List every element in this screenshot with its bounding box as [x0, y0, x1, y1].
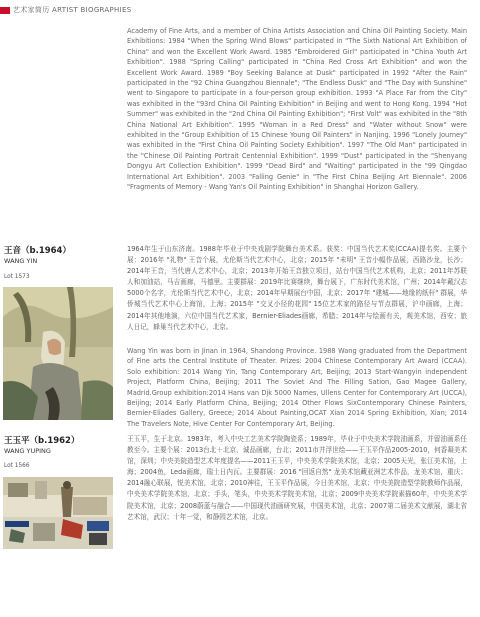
lot-number: Lot 1566 [4, 463, 30, 469]
artist-bio-en: Wang Yin was born in Jinan in 1964, Shandong Province. 1988 Wang graduated from the Department of Fine arts the Central Institute of Theater. Prizes: 2004 Chinese Contemporary Art Award (CCAA). Solo exhibition: 2014 Wang Yin, Tang Contemporary Art, Beijing; 2013 Start-Wangyin independent Project, Platform China, Beijing; 2011 The Soviet And The Filling Sation, Gao Magee Gallery, Madrid.Group exhibition:2014 Hans van Djk 5000 Names, Ullens Center for Contemporary Art (UCCA), Beijing; 2014 Early Platform China, Beijing; 2014 Other Flows SixContemporary Chinese Painters, Bernier-Eliades Gallery, Greece; 2014 About Painting,OCAT Xian 2014 Spring Exhibition, Xian; 2014 The Travelers Note, Hive Center For Contemporary Art, Beijing. [127, 347, 467, 428]
artist-name-cn: 王玉平（b.1962） [4, 436, 80, 446]
artist-name-cn: 王音（b.1964） [4, 246, 71, 256]
artist-name-en: WANG YUPING [4, 447, 51, 455]
lot-number: Lot 1573 [4, 274, 30, 280]
page-header [0, 0, 480, 22]
artist-bio-cn: 王玉平，生于北京。1983年，考入中央工艺美术学院陶瓷系；1989年，毕业于中央美术学院油画系，并留油画系任教至今。主要个展：2013台北＋北京，诚品画廊，台北；2011市井浮世绘——王玉平作品2005-2010，何香凝美术馆，深圳；中央美院造型艺术年度提名——2011王玉平，中央美术学院美术馆，北京；2005天光，张江美术馆，上海；2004鱼，Leda画廊，瑞士日内瓦。主要群展：2016 "回返自然" 龙美术馆藏亚洲艺术作品，龙美术馆，重庆；2014融心联展，悦美术馆，北京；2010神往，王玉平作品展，今日美术馆，北京；中央美院造型学院教师作品展，中央美术学院美术馆，北京；手头，笔头，中央美术学院美术馆，北京；2009中央美术学院素描60年，中央美术学院美术馆，北京；2008蔚蓝与融合——中国现代油画研究展，中国美术馆，北京；2007第二届美术文献展，湖北省艺术馆，武汉；十年一觉，和静园艺术馆，北京。 [127, 435, 467, 521]
continued-biography: Academy of Fine Arts, and a member of China Artists Association and China Oil Painting Society. Main Exhibitions: 1984 "When the Spring Wind Blows" participated in "The Sixth National Art Exhibition of China" and won the Excellent Work Award. 1985 "Embroidered Girl" participated in "China Youth Art Exhibition". 1988 "Spring Calling" participated in "China Red Cross Art Exhibition" and won the Excellent Work Award. 1989 "Boy Seeking Balance at Dusk" participated in 1992 "After the Rain" participated in the "92 China Guangzhou Biennale"; "The Endless Dusk" and "The Day with Sunshine" went to Singapore to participate in a four-person group exhibition. 1993 "A Place Far from the City" was exhibited in the "93rd China Oil Painting Exhibition" in Beijing and went to Hong Kong. 1994 "Hot Summer" was exhibited in the "2nd China Oil Painting Exhibition"; "First Volt" was exhibited in the "8th China National Art Exhibition". 1995 "Woman in a Red Dress" and "Water without Snow" were exhibited in the "Group Exhibition of 15 Chinese Young Oil Painters" in Nanjing. 1996 "Lonely Journey" was exhibited in the "First China Oil Painting Society Exhibition". 1997 "The Old Man" participated in the "Chinese Oil Painting Portrait Centennial Exhibition". 1999 "Dust" participated in the "Shenyang Dongyu Art Collection Exhibition". 1999 "Dead Bird" and "Waiting" participated in the "99 Qingdao International Art Exhibition". 2003 "Falling Genie" in "The First China Beijing Art Biennale". 2006 "Fragments of Memory - Wang Yan's Oil Painting Exhibition" in Shanghai Horizon Gallery. [127, 27, 467, 192]
header-title: 艺术家简历 ARTIST BIOGRAPHIES [13, 6, 132, 14]
artist-bio-cn: 1964年生于山东济南。1988年毕业于中央戏剧学院舞台美术系。获奖：中国当代艺术奖(CCAA)提名奖。主要个展：2016年 "礼物" 王音个展，尤伦斯当代艺术中心，北京；2015年 "未明" 王音小幅作品展，西路沙龙，长沙；2014年王音，当代唐人艺术中心，北京；2013年开始王音独立项目，站台中国当代艺术机构，北京；2011年苏联人和加油站，马吉画廊，马德里。主要群展：2019年比赛继续，舞台展下，广东时代美术馆，广州；2014年戴汉志5000个名字，尤伦斯当代艺术中心，北京；2014年早期展台中国，北京；2017年 "建城——地缘的纸杆" 群展，华侨城当代艺术中心上海馆，上海；2015年 "交叉小径的花园" 15位艺术家的路径与节点群展，沪申画廊，上海；2014年其他地演，六位中国当代艺术家，Bernier-Eliades画廊，希腊；2014年与绘画有关，观美术馆，西安；旅人日记，蜂巢当代艺术中心，北京。 [127, 245, 467, 331]
header-accent-bar [0, 7, 10, 14]
artist-name-en: WANG YIN [4, 257, 38, 265]
artwork-image-wang-yin [3, 287, 113, 420]
artwork-image-wang-yuping [3, 477, 113, 549]
